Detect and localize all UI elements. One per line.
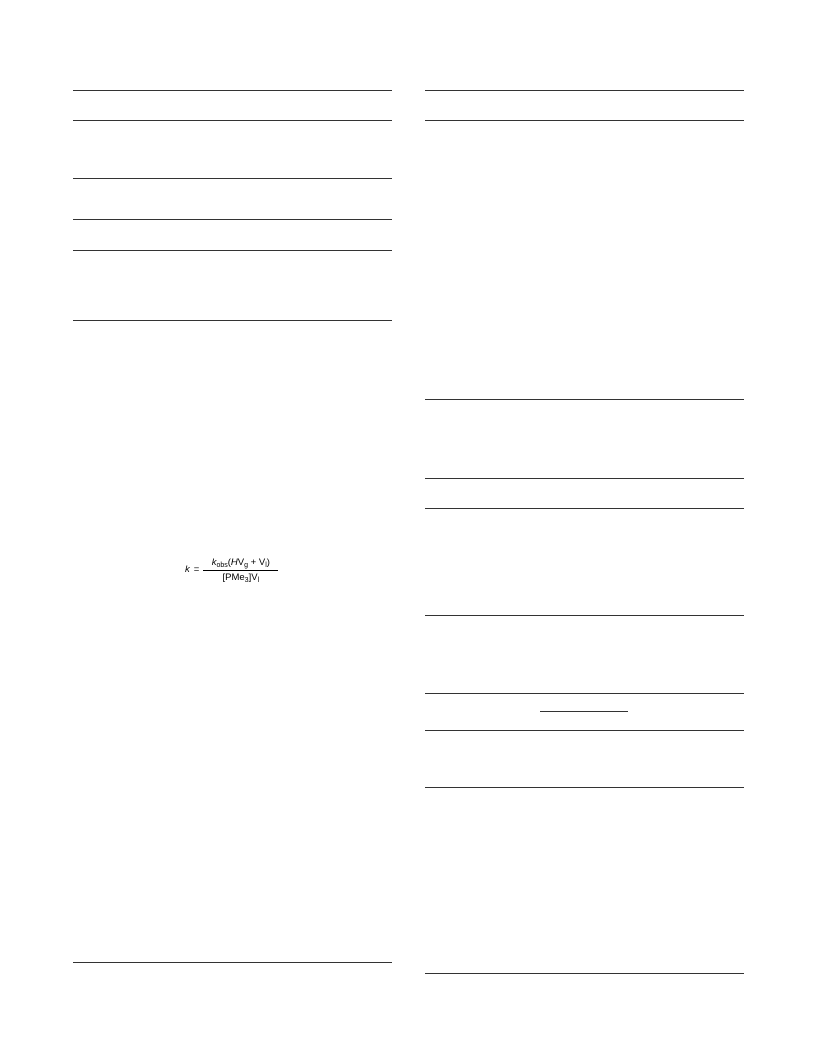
table-bottom-rule [425,615,744,616]
column-group-rule [540,711,628,712]
table-header-rule [425,120,744,121]
denominator-l-subscript: l [257,576,260,584]
equation-lhs: k [185,564,190,576]
fraction-numerator [210,558,272,570]
table-top-rule [73,90,392,91]
numerator-g-subscript: g [244,562,249,569]
table-top-rule [425,90,744,91]
equals-sign: = [193,564,200,576]
table-header-rule [425,508,744,509]
numerator-h: H [230,557,238,568]
denominator-3-subscript: 3 [244,576,249,584]
column-bottom-rule [425,973,744,974]
equation-fraction [203,558,278,582]
numerator-v: V [237,557,245,568]
denominator-pre: [PMe [222,571,245,583]
table-bottom-rule [425,787,744,788]
column-bottom-rule [73,962,392,963]
table-bottom-rule [73,178,392,179]
fraction-denominator [220,571,261,583]
table-header-rule [73,120,392,121]
table-bottom-rule [73,320,392,321]
numerator-close-paren: ) [266,557,270,568]
table-header-rule [425,730,744,731]
numerator-k-subscript: obs [216,562,228,569]
table-top-rule [73,219,392,220]
table-top-rule [425,693,744,694]
rate-constant-equation [73,550,392,590]
numerator-l-subscript: l [265,562,267,569]
numerator-plus-v: + V [248,557,266,568]
table-top-rule [425,478,744,479]
numerator-open-paren: ( [227,557,231,568]
table-bottom-rule [425,399,744,400]
table-header-rule [73,250,392,251]
denominator-post: ]V [248,571,258,583]
numerator-k: k [211,557,217,568]
